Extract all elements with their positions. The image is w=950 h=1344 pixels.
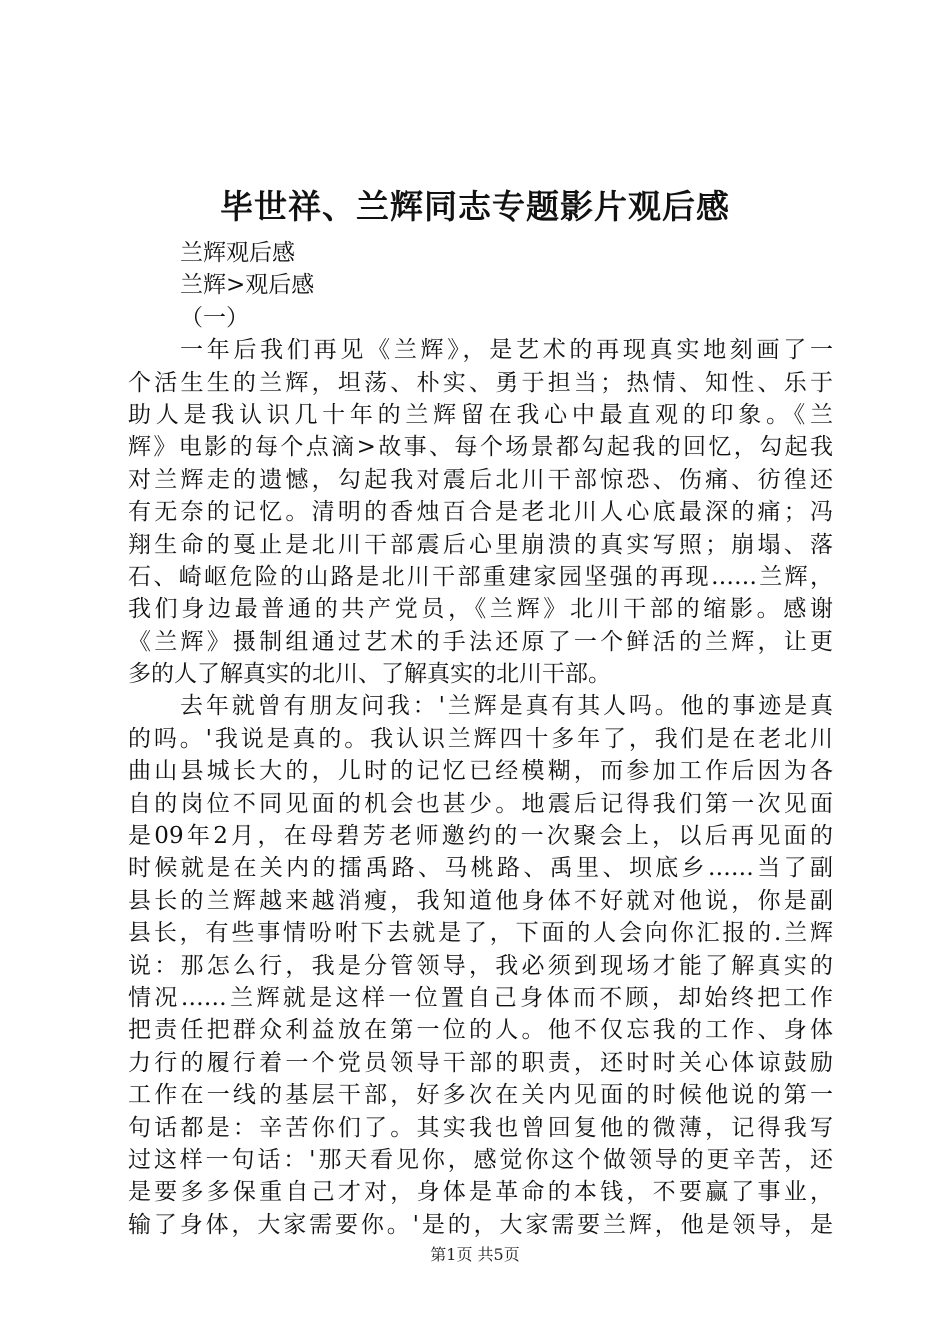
document-title: 毕世祥、兰辉同志专题影片观后感 <box>220 187 730 226</box>
text-line: 情况……兰辉就是这样一位置自己身体而不顾，却始终把工作 <box>128 984 833 1011</box>
text-line: 个活生生的兰辉，坦荡、朴实、勇于担当；热情、知性、乐于 <box>128 369 833 396</box>
text-line: 是09年2月，在母碧芳老师邀约的一次聚会上，以后再见面的 <box>128 823 833 850</box>
text-line: 输了身体，大家需要你。'是的，大家需要兰辉，他是领导，是 <box>128 1211 833 1238</box>
text-line: 工作在一线的基层干部，好多次在关内见面的时候他说的第一 <box>128 1082 833 1109</box>
text-line: 助人是我认识几十年的兰辉留在我心中最直观的印象。《兰 <box>128 401 833 428</box>
text-line: 我们身边最普通的共产党员，《兰辉》北川干部的缩影。感谢 <box>128 596 833 623</box>
text-line: 县长，有些事情吩咐下去就是了，下面的人会向你汇报的.兰辉 <box>128 920 833 947</box>
text-line: 《兰辉》摄制组通过艺术的手法还原了一个鲜活的兰辉，让更 <box>128 628 833 655</box>
page-footer: 第1页 共5页 <box>430 1245 520 1264</box>
document-body <box>128 237 833 1241</box>
text-line: 兰辉>观后感 <box>180 272 315 299</box>
text-line: 力行的履行着一个党员领导干部的职责，还时时关心体谅鼓励 <box>128 1049 833 1076</box>
text-line: 说：那怎么行，我是分管领导，我必须到现场才能了解真实的 <box>128 952 833 979</box>
text-line: 有无奈的记忆。清明的香烛百合是老北川人心底最深的痛；冯 <box>128 499 833 526</box>
text-line: 过这样一句话：'那天看见你，感觉你这个做领导的更辛苦，还 <box>128 1146 833 1173</box>
text-line: 把责任把群众利益放在第一位的人。他不仅忘我的工作、身体 <box>128 1017 833 1044</box>
text-line: 是要多多保重自己才对，身体是革命的本钱，不要赢了事业， <box>128 1179 833 1206</box>
text-line: 自的岗位不同见面的机会也甚少。地震后记得我们第一次见面 <box>128 790 833 817</box>
text-line: 一年后我们再见《兰辉》，是艺术的再现真实地刻画了一 <box>180 337 833 364</box>
text-line: 翔生命的戛止是北川干部震后心里崩溃的真实写照；崩塌、落 <box>128 531 833 558</box>
text-line: 时候就是在关内的擂禹路、马桃路、禹里、坝底乡……当了副 <box>128 855 833 882</box>
text-line: 兰辉观后感 <box>180 240 295 266</box>
text-line: （一） <box>180 304 249 331</box>
text-line: 的吗。'我说是真的。我认识兰辉四十多年了，我们是在老北川 <box>128 725 833 752</box>
text-line: 去年就曾有朋友问我：'兰辉是真有其人吗。他的事迹是真 <box>180 693 833 720</box>
text-line: 县长的兰辉越来越消瘦，我知道他身体不好就对他说，你是副 <box>128 887 833 914</box>
text-line: 辉》电影的每个点滴>故事、每个场景都勾起我的回忆，勾起我 <box>128 434 833 461</box>
text-line: 对兰辉走的遗憾，勾起我对震后北川干部惊恐、伤痛、彷徨还 <box>128 466 833 493</box>
text-line: 曲山县城长大的，儿时的记忆已经模糊，而参加工作后因为各 <box>128 758 833 785</box>
text-line: 石、崎岖危险的山路是北川干部重建家园坚强的再现……兰辉， <box>128 563 833 590</box>
text-line: 多的人了解真实的北川、了解真实的北川干部。 <box>128 661 611 688</box>
text-line: 句话都是：辛苦你们了。其实我也曾回复他的微薄，记得我写 <box>128 1114 833 1141</box>
